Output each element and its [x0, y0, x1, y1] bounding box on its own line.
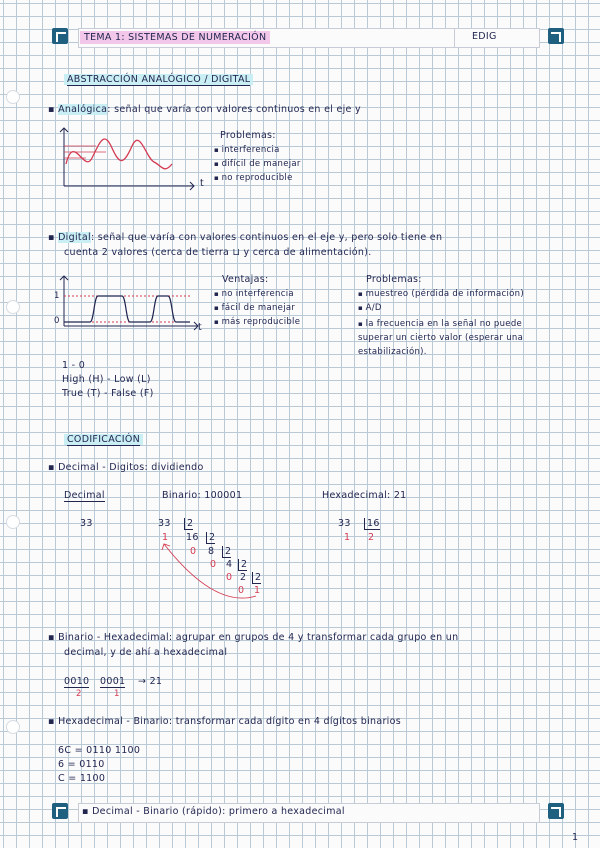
- dec-bin-fast-title: ▪ Decimal - Binario (rápido): primero a hexadecimal: [82, 806, 345, 817]
- digital-problems-title: Problemas:: [366, 274, 422, 285]
- analog-definition: ▪ Analógica: señal que varía con valores continuos en el eje y: [48, 104, 361, 115]
- binder-hole: [6, 515, 20, 529]
- remainder: 0: [226, 572, 233, 583]
- digital-definition: ▪ Digital: señal que varía con valores continuos en el eje y, pero solo tiene en: [48, 232, 443, 243]
- division-step: 33: [338, 518, 351, 529]
- column-binary: Binario: 100001: [162, 490, 243, 501]
- square-bullet-icon: ▪: [48, 716, 59, 727]
- analog-problems-title: Problemas:: [220, 130, 276, 141]
- square-bullet-icon: ▪: [48, 104, 59, 115]
- axis-label-t: t: [200, 178, 205, 189]
- group-digit: 2: [76, 689, 82, 699]
- page-number: 1: [572, 832, 579, 843]
- square-bullet-icon: ▪: [48, 632, 59, 643]
- square-bullet-icon: ▪: [82, 806, 93, 817]
- list-item: ▪ difícil de manejar: [214, 159, 301, 169]
- digital-signal-graph: [52, 272, 212, 336]
- hex-bin-line: C = 1100: [58, 773, 106, 784]
- page-title: TEMA 1: SISTEMAS DE NUMERACIÓN: [80, 31, 270, 44]
- list-item: ▪ A/D: [358, 303, 382, 313]
- digital-definition-line2: cuenta 2 valores (cerca de tierra ⊔ y cerca de alimentación).: [64, 247, 372, 258]
- remainder: 0: [238, 585, 245, 596]
- dec-bin-title: ▪ Decimal - Digitos: dividiendo: [48, 462, 204, 473]
- reading-arrow-icon: [160, 540, 260, 604]
- subject-label: EDIG: [472, 31, 497, 42]
- section-heading: CODIFICACIÓN: [64, 434, 143, 445]
- analog-signal-graph: [56, 124, 206, 196]
- hex-result: → 21: [138, 676, 163, 687]
- list-item: ▪ muestreo (pérdida de información): [358, 289, 524, 299]
- division-step: 2: [184, 518, 193, 530]
- remainder: 2: [368, 532, 375, 543]
- list-item: ▪ no interferencia: [214, 289, 294, 299]
- division-step: 8: [208, 546, 215, 557]
- remainder: 1: [162, 532, 169, 543]
- axis-label-t: t: [198, 322, 203, 333]
- remainder: 1: [254, 585, 261, 596]
- group-digit: 1: [114, 689, 120, 699]
- list-item: ▪ más reproducible: [214, 317, 300, 327]
- level-pair: High (H) - Low (L): [62, 374, 151, 385]
- column-hex: Hexadecimal: 21: [322, 490, 407, 501]
- square-bullet-icon: ▪: [48, 232, 59, 243]
- bin-hex-title-line2: decimal, y de ahí a hexadecimal: [64, 647, 228, 658]
- decimal-value: 33: [80, 518, 93, 529]
- section-heading: ABSTRACCIÓN ANALÓGICO / DIGITAL: [64, 74, 253, 85]
- corner-mark-icon: [548, 28, 564, 44]
- remainder: 0: [210, 559, 217, 570]
- binder-hole: [6, 300, 20, 314]
- remainder: 0: [190, 546, 197, 557]
- list-item: ▪ no reproducible: [214, 173, 293, 183]
- axis-label-zero: 0: [54, 316, 60, 326]
- remainder: 1: [344, 532, 351, 543]
- hex-bin-title: ▪ Hexadecimal - Binario: transformar cada dígito en 4 dígitos binarios: [48, 716, 401, 727]
- corner-mark-icon: [52, 28, 68, 44]
- division-step: 2: [252, 572, 261, 584]
- bin-hex-title: ▪ Binario - Hexadecimal: agrupar en grupos de 4 y transformar cada grupo en un: [48, 632, 459, 643]
- division-step: 2: [222, 546, 231, 558]
- hex-bin-line: 6 = 0110: [58, 759, 105, 770]
- list-item: ▪ la frecuencia en la señal no puede superar un cierto valor (esperar una estabilización).: [358, 317, 538, 359]
- binder-hole: [6, 720, 20, 734]
- binary-group: 0010: [64, 676, 90, 687]
- digital-advantages-title: Ventajas:: [222, 274, 269, 285]
- column-decimal: Decimal: [64, 490, 105, 501]
- division-step: 33: [158, 518, 171, 529]
- axis-label-one: 1: [54, 291, 60, 301]
- binder-hole: [6, 90, 20, 104]
- division-step: 4: [226, 559, 233, 570]
- division-step: 2: [206, 532, 215, 544]
- level-pair: 1 - 0: [62, 360, 86, 371]
- division-step: 16: [364, 518, 380, 530]
- corner-mark-icon: [52, 803, 68, 819]
- list-item: ▪ fácil de manejar: [214, 303, 295, 313]
- list-item: ▪ interferencia: [214, 145, 280, 155]
- division-step: 16: [186, 532, 199, 543]
- square-bullet-icon: ▪: [48, 462, 59, 473]
- hex-bin-line: 6C = 0110 1100: [58, 745, 141, 756]
- level-pair: True (T) - False (F): [62, 388, 154, 399]
- corner-mark-icon: [548, 803, 564, 819]
- binary-group: 0001: [100, 676, 126, 687]
- division-step: 2: [240, 572, 247, 583]
- division-step: 2: [238, 559, 247, 571]
